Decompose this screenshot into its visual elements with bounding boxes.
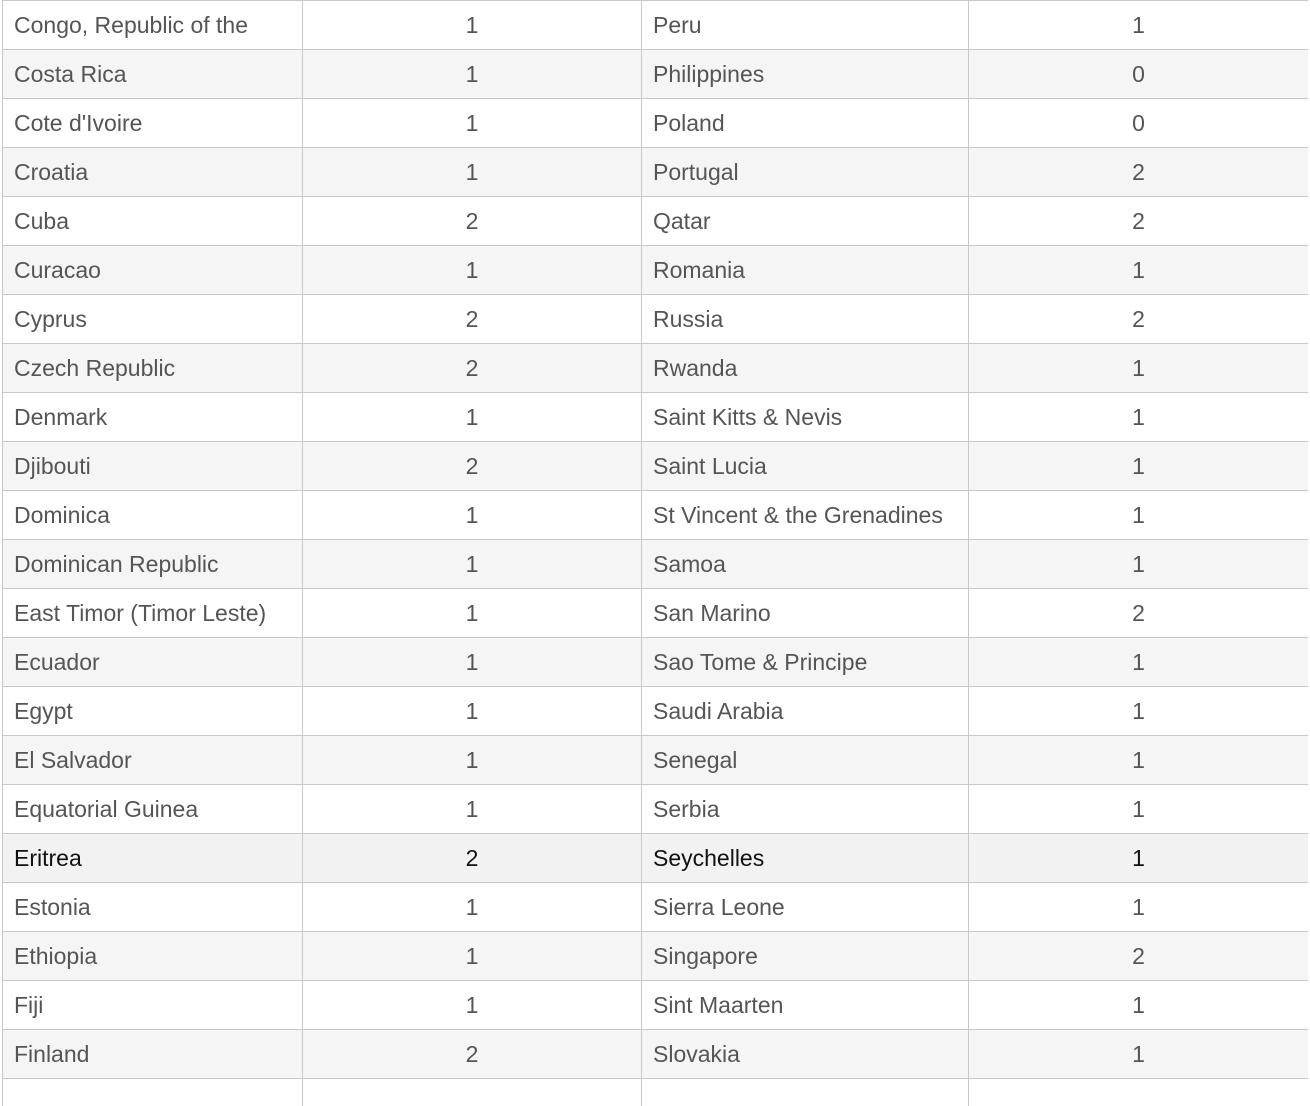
country-name-cell: Congo, Republic of the — [3, 1, 303, 50]
value-cell: 2 — [303, 197, 642, 246]
value-cell: 1 — [303, 687, 642, 736]
country-name-cell: Philippines — [642, 50, 969, 99]
value-cell: 1 — [969, 981, 1309, 1030]
value-cell: 1 — [969, 883, 1309, 932]
country-table-body — [3, 1, 1309, 1106]
country-name-cell: Dominica — [3, 491, 303, 540]
country-name-cell: Sint Maarten — [642, 981, 969, 1030]
country-name-cell: Romania — [642, 246, 969, 295]
country-name-cell: Djibouti — [3, 442, 303, 491]
value-cell: 1 — [969, 1030, 1309, 1079]
table-row — [3, 246, 1309, 295]
country-name-cell: Ecuador — [3, 638, 303, 687]
value-cell: 2 — [969, 589, 1309, 638]
value-cell: 1 — [303, 883, 642, 932]
value-cell: 1 — [303, 99, 642, 148]
country-name-cell: St Vincent & the Grenadines — [642, 491, 969, 540]
table-row — [3, 785, 1309, 834]
value-cell: 2 — [303, 1030, 642, 1079]
table-row — [3, 736, 1309, 785]
table-row — [3, 834, 1309, 883]
country-name-cell: Qatar — [642, 197, 969, 246]
country-name-cell: Singapore — [642, 932, 969, 981]
value-cell: 1 — [303, 50, 642, 99]
value-cell: 1 — [303, 638, 642, 687]
country-name-cell: Estonia — [3, 883, 303, 932]
value-cell: 1 — [969, 638, 1309, 687]
country-name-cell: San Marino — [642, 589, 969, 638]
value-cell: 1 — [969, 393, 1309, 442]
value-cell: 2 — [969, 148, 1309, 197]
table-row — [3, 442, 1309, 491]
table-row — [3, 981, 1309, 1030]
country-name-cell: Saint Kitts & Nevis — [642, 393, 969, 442]
country-name-cell: Samoa — [642, 540, 969, 589]
table-row — [3, 148, 1309, 197]
country-name-cell: Serbia — [642, 785, 969, 834]
value-cell: 1 — [969, 736, 1309, 785]
value-cell: 1 — [303, 981, 642, 1030]
table-row — [3, 99, 1309, 148]
table-row — [3, 491, 1309, 540]
country-name-cell — [642, 1079, 969, 1106]
country-name-cell: Denmark — [3, 393, 303, 442]
country-name-cell: Saint Lucia — [642, 442, 969, 491]
table-row — [3, 1079, 1309, 1106]
value-cell: 2 — [969, 197, 1309, 246]
country-name-cell: Seychelles — [642, 834, 969, 883]
country-name-cell: Poland — [642, 99, 969, 148]
value-cell: 2 — [303, 344, 642, 393]
country-name-cell — [3, 1079, 303, 1106]
value-cell — [969, 1079, 1309, 1106]
value-cell: 1 — [303, 393, 642, 442]
value-cell: 1 — [303, 736, 642, 785]
country-table-container — [2, 0, 1308, 1106]
value-cell: 2 — [969, 932, 1309, 981]
value-cell: 1 — [969, 1, 1309, 50]
country-name-cell: Portugal — [642, 148, 969, 197]
value-cell: 1 — [303, 491, 642, 540]
table-row — [3, 540, 1309, 589]
country-name-cell: Slovakia — [642, 1030, 969, 1079]
table-row — [3, 197, 1309, 246]
country-name-cell: Cote d'Ivoire — [3, 99, 303, 148]
country-name-cell: Senegal — [642, 736, 969, 785]
country-name-cell: East Timor (Timor Leste) — [3, 589, 303, 638]
country-name-cell: Ethiopia — [3, 932, 303, 981]
table-row — [3, 50, 1309, 99]
value-cell: 1 — [303, 589, 642, 638]
country-name-cell: Curacao — [3, 246, 303, 295]
country-name-cell: Sao Tome & Principe — [642, 638, 969, 687]
value-cell: 1 — [303, 540, 642, 589]
country-name-cell: Egypt — [3, 687, 303, 736]
value-cell — [303, 1079, 642, 1106]
table-row — [3, 687, 1309, 736]
value-cell: 1 — [969, 442, 1309, 491]
country-table — [2, 0, 1308, 1106]
value-cell: 0 — [969, 50, 1309, 99]
value-cell: 1 — [969, 344, 1309, 393]
table-row — [3, 344, 1309, 393]
value-cell: 0 — [969, 99, 1309, 148]
country-name-cell: Croatia — [3, 148, 303, 197]
value-cell: 1 — [303, 246, 642, 295]
value-cell: 1 — [303, 785, 642, 834]
table-row — [3, 295, 1309, 344]
country-name-cell: Russia — [642, 295, 969, 344]
value-cell: 1 — [969, 687, 1309, 736]
country-name-cell: Cyprus — [3, 295, 303, 344]
table-row — [3, 589, 1309, 638]
country-name-cell: Cuba — [3, 197, 303, 246]
country-name-cell: El Salvador — [3, 736, 303, 785]
table-row — [3, 932, 1309, 981]
country-name-cell: Dominican Republic — [3, 540, 303, 589]
table-row — [3, 638, 1309, 687]
country-name-cell: Costa Rica — [3, 50, 303, 99]
country-name-cell: Rwanda — [642, 344, 969, 393]
value-cell: 1 — [969, 491, 1309, 540]
country-name-cell: Finland — [3, 1030, 303, 1079]
value-cell: 1 — [969, 540, 1309, 589]
table-row — [3, 393, 1309, 442]
country-name-cell: Eritrea — [3, 834, 303, 883]
value-cell: 2 — [303, 834, 642, 883]
value-cell: 2 — [303, 295, 642, 344]
table-row — [3, 1030, 1309, 1079]
table-row — [3, 1, 1309, 50]
country-name-cell: Saudi Arabia — [642, 687, 969, 736]
country-name-cell: Equatorial Guinea — [3, 785, 303, 834]
value-cell: 1 — [303, 932, 642, 981]
value-cell: 2 — [969, 295, 1309, 344]
value-cell: 1 — [969, 785, 1309, 834]
country-name-cell: Fiji — [3, 981, 303, 1030]
country-name-cell: Czech Republic — [3, 344, 303, 393]
value-cell: 1 — [303, 148, 642, 197]
table-row — [3, 883, 1309, 932]
value-cell: 1 — [969, 834, 1309, 883]
value-cell: 1 — [303, 1, 642, 50]
value-cell: 1 — [969, 246, 1309, 295]
country-name-cell: Sierra Leone — [642, 883, 969, 932]
value-cell: 2 — [303, 442, 642, 491]
country-name-cell: Peru — [642, 1, 969, 50]
